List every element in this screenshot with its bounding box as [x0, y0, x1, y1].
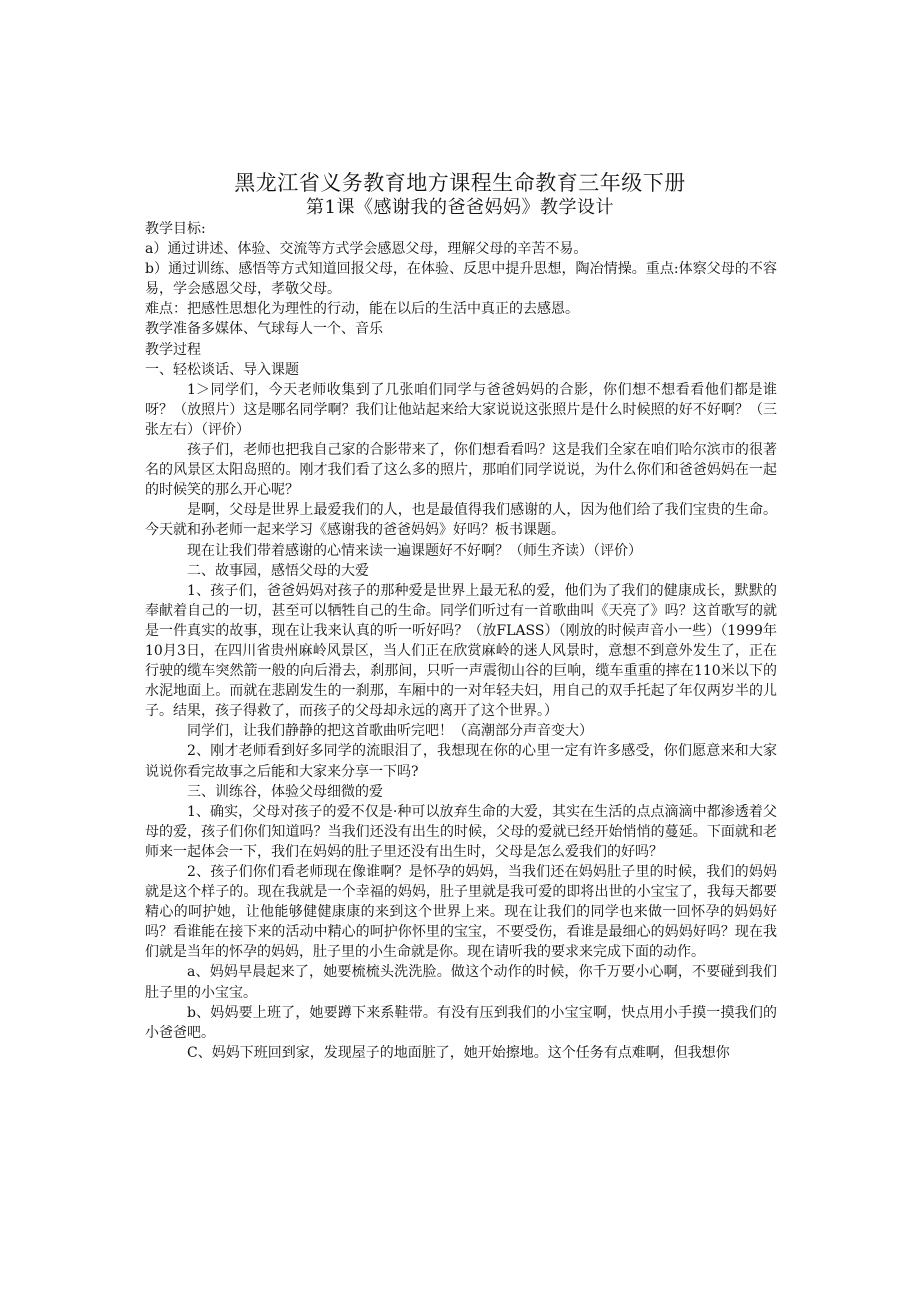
paragraph: 1、孩子们，爸爸妈妈对孩子的那种爱是世界上最无私的爱，他们为了我们的健康成长，默默的奉献着自己的一切，甚至可以牺牲自己的生命。同学们听过有一首歌曲叫《天亮了》吗？这首歌写的就是一件真实的故事，现在让我来认真的听一听好吗？（放FLASS）（刚放的时候声音小一些）（1999年10月3日，在四川省贵州麻岭风景区，当人们正在欣赏麻岭的迷人风景时，意想不到意外发生了，正在行驶的缆车突然箭一般的向后滑去，刹那间，只听一声震彻山谷的巨响，缆车重重的摔在110米以下的水泥地面上。而就在悲剧发生的一刹那，车厢中的一对年轻夫妇，用自己的双手托起了年仅两岁半的儿子。结果，孩子得救了，而孩子的父母却永远的离开了这个世界。） [145, 582, 777, 720]
paragraph: 1、确实，父母对孩子的爱不仅是·种可以放弃生命的大爱，其实在生活的点点滴滴中都渗透着父母的爱，孩子们你们知道吗？当我们还没有出生的时候，父母的爱就已经开始悄悄的蔓延。下面就和老师来一起体会一下，我们在妈妈的肚子里还没有出生时，父母是怎么爱我们的好吗？ [145, 803, 777, 860]
paragraph: 1＞同学们，今天老师收集到了几张咱们同学与爸爸妈妈的合影，你们想不想看看他们都是谁呀？（放照片）这是哪名同学啊？我们让他站起来给大家说说这张照片是什么时候照的好不好啊？（三张左右）（评价） [145, 381, 777, 438]
paragraph: 是啊，父母是世界上最爱我们的人，也是最值得我们感谢的人，因为他们给了我们宝贵的生命。今天就和孙老师一起来学习《感谢我的爸爸妈妈》好吗？板书课题。 [145, 502, 777, 539]
paragraph: 教学准备多媒体、气球每人一个、音乐 [145, 321, 383, 338]
paragraph: 二、故事园，感悟父母的大爱 [187, 562, 369, 579]
paragraph: a）通过讲述、体验、交流等方式学会感恩父母，理解父母的辛苦不易。 [145, 241, 588, 258]
paragraph: 一、轻松谈话、导入课题 [145, 361, 299, 378]
document-title: 黑龙江省义务教育地方课程生命教育三年级下册 [234, 171, 686, 195]
paragraph: 教学目标: [145, 221, 206, 237]
paragraph: a、妈妈早晨起来了，她要梳梳头洗洗脸。做这个动作的时候，你千万要小心啊，不要碰到我们肚子里的小宝宝。 [145, 964, 777, 1001]
paragraph: 现在让我们带着感谢的心情来读一遍课题好不好啊？（师生齐读）（评价） [187, 542, 642, 559]
paragraph: 同学们，让我们静静的把这首歌曲听完吧！（高潮部分声音变大） [187, 723, 593, 740]
document-subtitle: 第1课《感谢我的爸爸妈妈》教学设计 [306, 197, 614, 218]
paragraph: 2、孩子们你们看老师现在像谁啊？是怀孕的妈妈，当我们还在妈妈肚子里的时候，我们的妈妈就是这个样子的。现在我就是一个幸福的妈妈，肚子里就是我可爱的即将出世的小宝宝了，我每天都要精心的呵护她，让他能够健健康康的来到这个世界上来。现在让我们的同学也来做一回怀孕的妈妈好吗？看谁能在接下来的活动中精心的呵护你怀里的宝宝，不要受伤，看谁是最细心的妈妈好吗？现在我们就是当年的怀孕的妈妈，肚子里的小生命就是你。现在请听我的要求来完成下面的动作。 [145, 864, 777, 961]
paragraph: C、妈妈下班回到家，发现屋子的地面脏了，她开始擦地。这个任务有点难啊，但我想你 [187, 1044, 730, 1061]
paragraph: 2、刚才老师看到好多同学的流眼泪了，我想现在你的心里一定有许多感受，你们愿意来和大家说说你看完故事之后能和大家来分享一下吗? [145, 743, 777, 780]
document-body [145, 219, 777, 1063]
paragraph: 难点：把感性思想化为理性的行动，能在以后的生活中真正的去感恩。 [145, 301, 579, 318]
paragraph: b）通过训练、感悟等方式知道回报父母，在体验、反思中提升思想，陶冶情操。重点:体察父母的不容易，学会感恩父母，孝敬父母。 [145, 261, 777, 298]
paragraph: b、妈妈要上班了，她要蹲下来系鞋带。有没有压到我们的小宝宝啊，快点用小手摸一摸我们的小爸爸吧。 [145, 1004, 777, 1041]
paragraph: 教学过程 [145, 341, 201, 358]
paragraph: 孩子们，老师也把我自己家的合影带来了，你们想看看吗？这是我们全家在咱们哈尔滨市的很著名的风景区太阳岛照的。刚才我们看了这么多的照片，那咱们同学说说，为什么你们和爸爸妈妈在一起的时候笑的那么开心呢？ [145, 442, 777, 499]
paragraph: 三、训练谷，体验父母细微的爱 [187, 783, 383, 800]
